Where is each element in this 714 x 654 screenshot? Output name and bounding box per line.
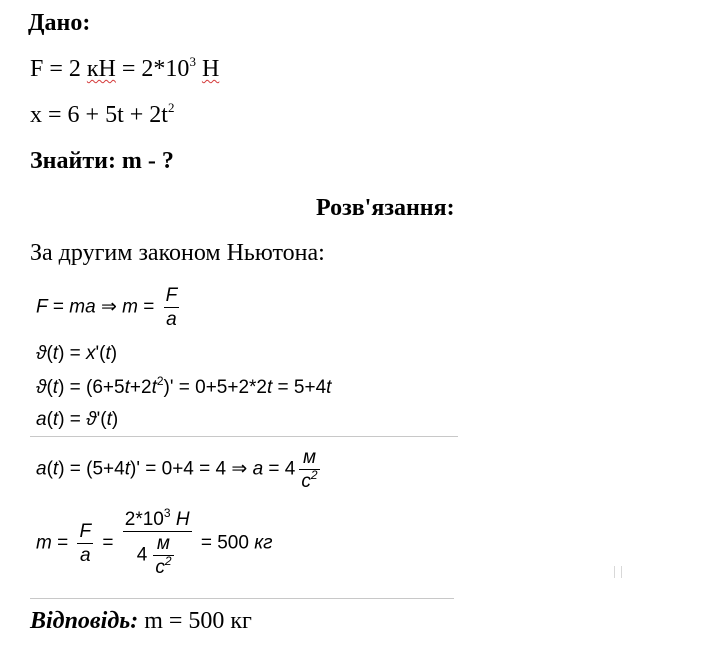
given-motion-line (30, 102, 174, 129)
fraction-m-over-s2: $\frac{м}{c^2}$ (301, 447, 318, 492)
given-heading: Дано: (28, 10, 91, 36)
motion-base: x = 6 + 5t + 2t (30, 102, 168, 128)
fraction-force-over-accel: $2*10^3$ Н 4 $\frac{м}{c^2}$ (124, 506, 190, 578)
solution-heading: Розв'язання: (316, 195, 455, 221)
force-mid: = 2*10 (115, 56, 190, 82)
answer-line (30, 608, 252, 635)
solution-intro: За другим законом Ньютона: (30, 240, 325, 266)
formula-velocity-calc: $ϑ(t) = (6+5t+2t^2)' = 0+5+2*2t = 5+4t$ (36, 374, 332, 398)
text-cursor-icon (614, 566, 622, 578)
force-unit-n: Н (201, 56, 220, 82)
find-line: Знайти: m - ? (30, 148, 174, 174)
answer-label: Відповідь: (30, 608, 139, 634)
formula-mass-result: m = $\frac{F}{a}$ = $2*10^3$ Н 4 $\frac{м}{c^2}$ = 500 кг (36, 506, 273, 578)
given-force-line (30, 56, 219, 83)
force-prefix: F = 2 (30, 56, 87, 82)
divider-1 (30, 436, 458, 437)
formula-acceleration-def: a(t) = ϑ'(t) (36, 409, 119, 430)
force-exponent: 3 (189, 54, 196, 69)
force-unit-kn: кН (86, 56, 116, 82)
answer-value: m = 500 кг (138, 608, 252, 634)
formula-velocity-def: ϑ(t) = x'(t) (36, 343, 118, 364)
motion-exponent: 2 (167, 100, 175, 115)
formula-newton-law: F = ma ⇒ m = $\frac{F}{a}$ (36, 285, 178, 330)
formula-acceleration-calc: a(t) = (5+4t)' = 0+4 = 4 ⇒ a = 4 $\frac{м}{c^2}$ (36, 447, 318, 492)
divider-2 (30, 598, 454, 599)
fraction-f-over-a-2: $\frac{F}{a}$ (79, 521, 92, 566)
fraction-f-over-a: $\frac{F}{a}$ (165, 285, 178, 330)
